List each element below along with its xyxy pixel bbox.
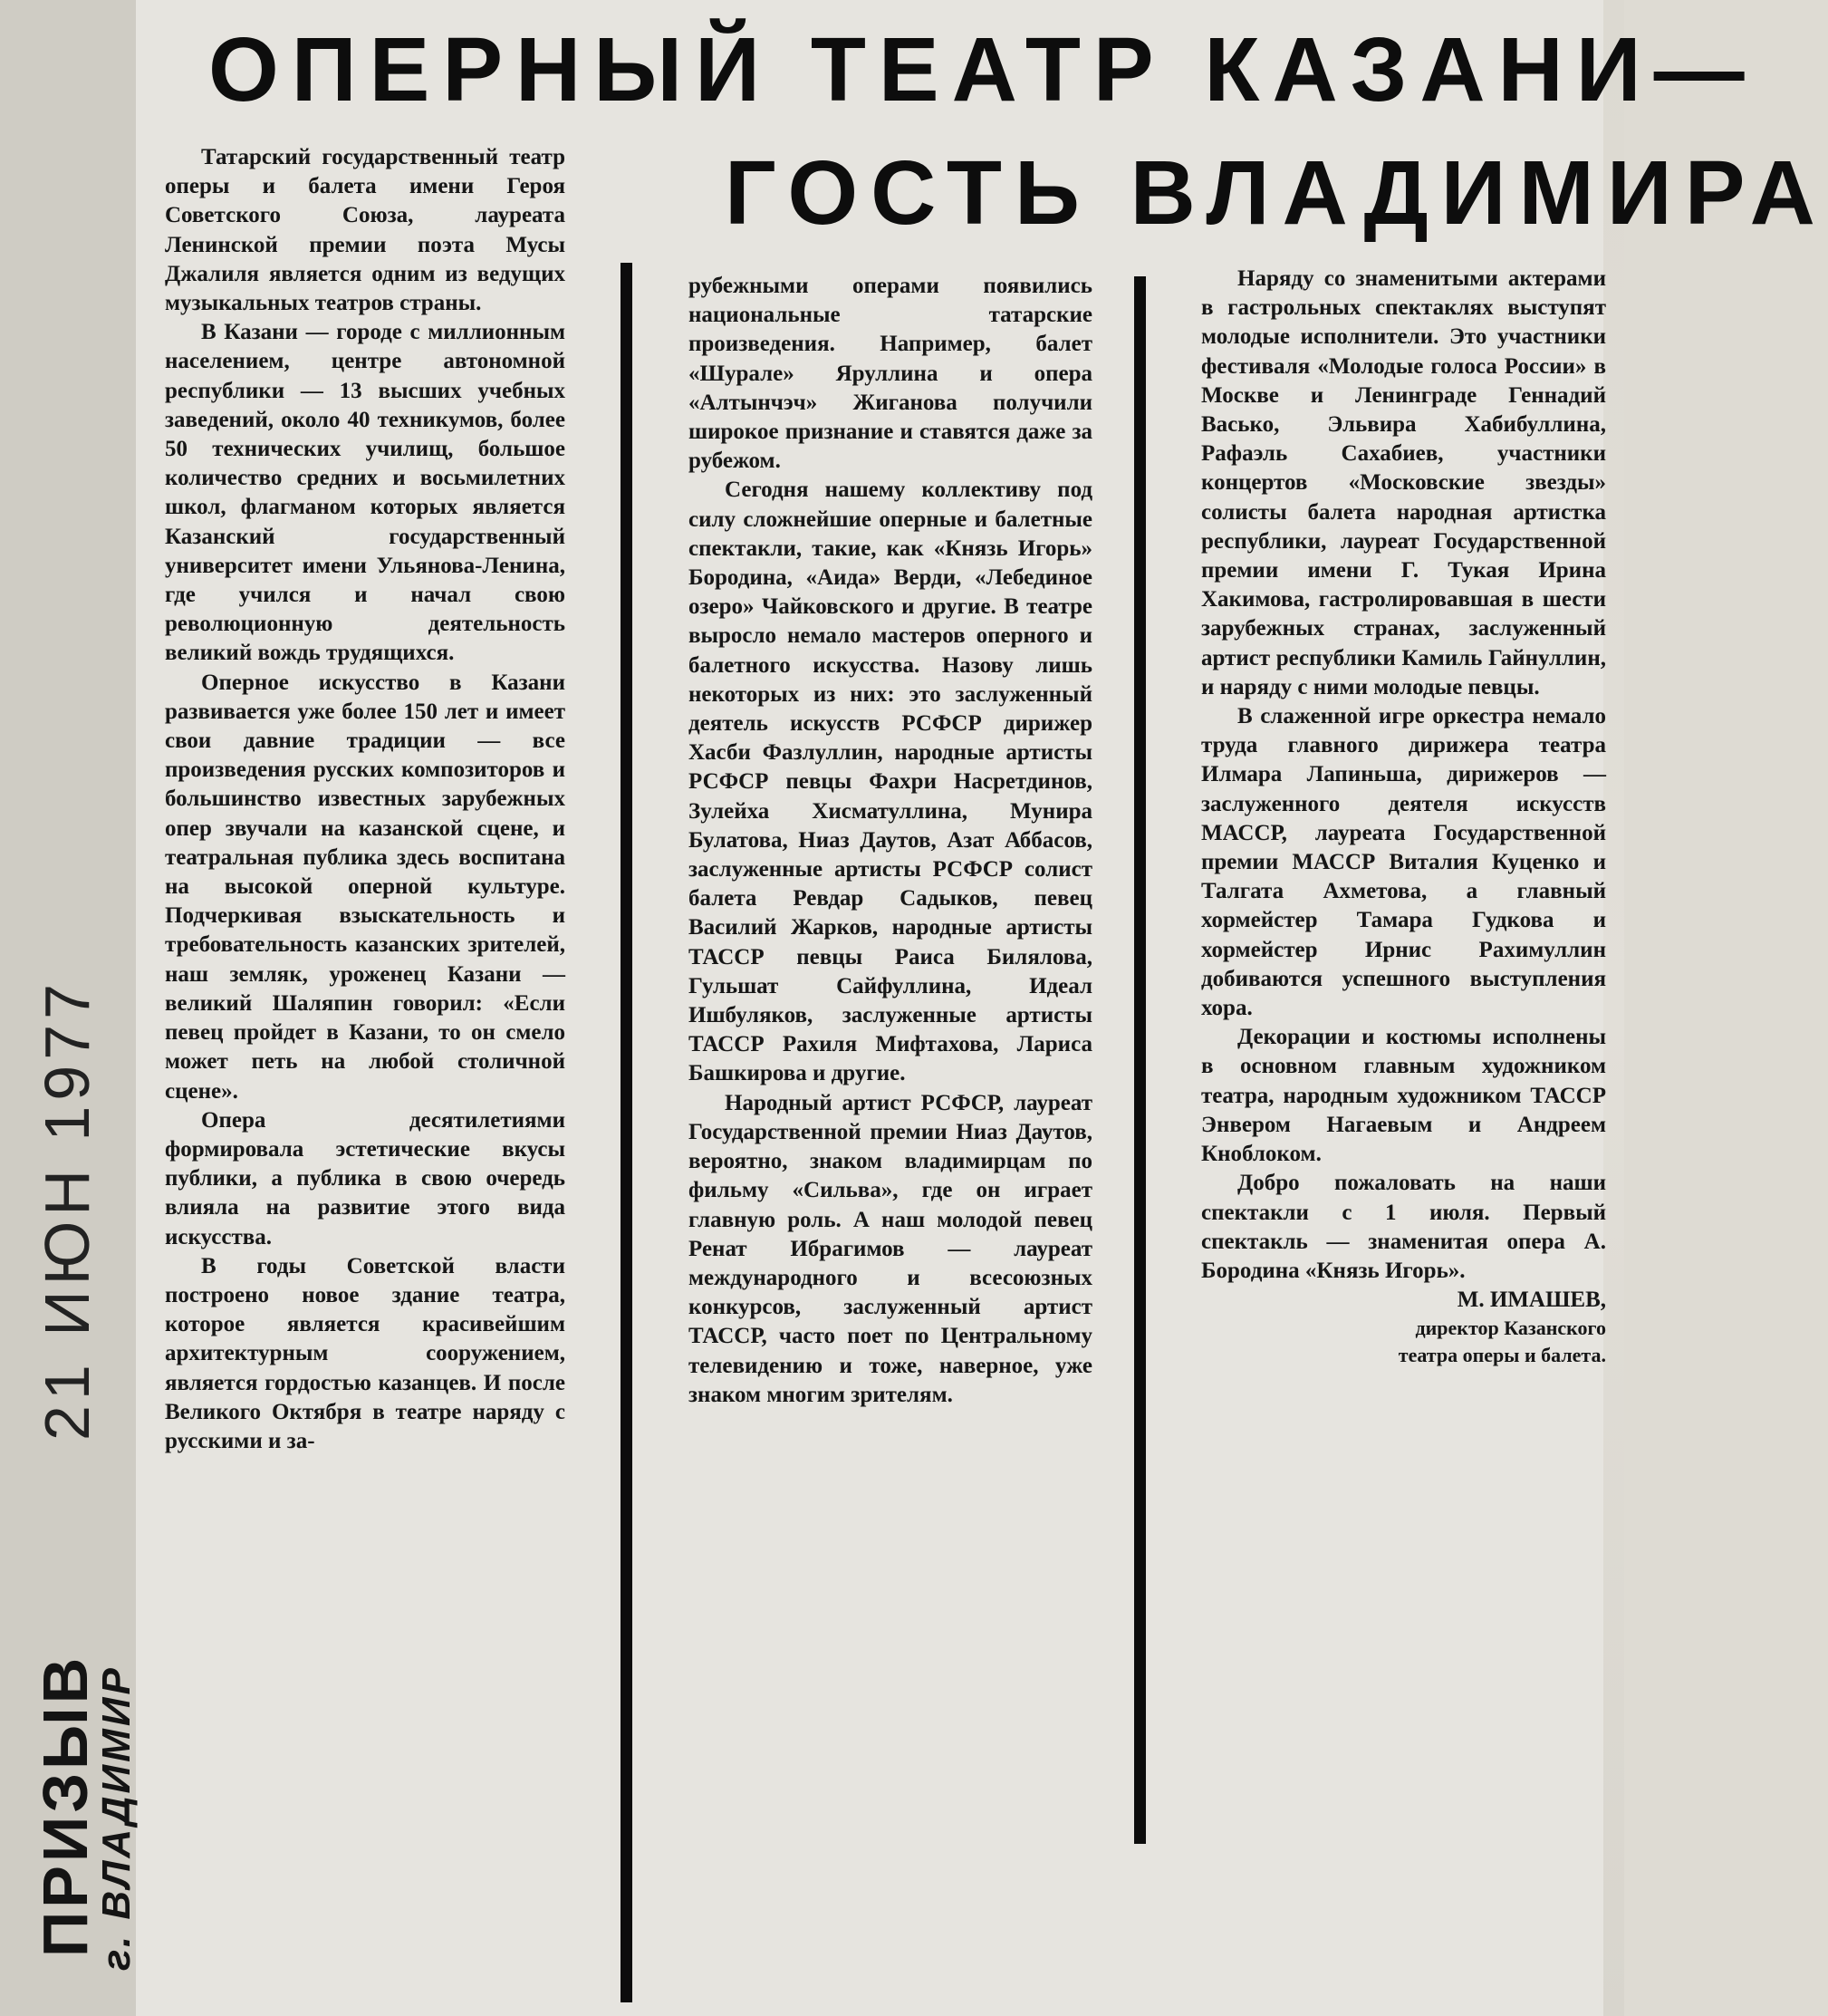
- author-role-line-1: директор Казанского: [1415, 1317, 1606, 1340]
- paragraph: Народный артист РСФСР, лауреат Государственной премии Ниаз Даутов, вероятно, знаком владимирцам по фильму «Сильва», где он играет главную роль. А наш молодой певец Ренат Ибрагимов — лауреат международного и всесоюзных конкурсов, заслуженный артист ТАССР, часто поет по Центральному телевидению и тоже, наверное, уже знаком многим зрителям.: [688, 1090, 1092, 1407]
- paragraph: В Казани — городе с миллионным населением, центре автономной республики — 13 высших учебных заведений, около 40 техникумов, более 50 технических училищ, большое количество средних и восьмилетних школ, флагманом которых является Казанский государственный университет имени Ульянова-Ленина, где учился и начал свою революционную деятельность великий вождь трудящихся.: [165, 320, 565, 666]
- paragraph: В годы Советской власти построено новое здание театра, которое является красивейшим архитектурным сооружением, является гордостью казанцев. И после Великого Октября в театре наряду с русскими и за-: [165, 1253, 565, 1453]
- article-column-3: [1201, 265, 1606, 1369]
- paragraph: Наряду со знаменитыми актерами в гастрольных спектаклях выступят молодые исполнители. Это участники фестиваля «Молодые голоса России» в Москве и Ленинграде Геннадий Васько, Эльвира Хабибуллина, Рафаэль Сахабиев, участники концертов «Московские звезды» солисты балета народная артистка республики, лауреат Государственной премии имени Г. Тукая Ирина Хакимова, гастролировавшая в шести зарубежных странах, заслуженный артист республики Камиль Гайнуллин, и наряду с ними молодые певцы.: [1201, 266, 1606, 699]
- newspaper-name-stamp: ПРИЗЫВ: [30, 1654, 101, 1957]
- paragraph: Добро пожаловать на наши спектакли с 1 июля. Первый спектакль — знаменитая опера А. Бородина «Князь Игорь».: [1201, 1171, 1606, 1283]
- headline-line-2: ГОСТЬ ВЛАДИМИРА: [725, 142, 1828, 244]
- author-signature: М. ИМАШЕВ,: [1457, 1288, 1606, 1313]
- paragraph: рубежными операми появились национальные татарские произведения. Например, балет «Шурале» Яруллина и опера «Алтынчэч» Жиганова получили широкое признание и ставятся даже за рубежом.: [688, 274, 1092, 474]
- city-stamp: г. ВЛАДИМИР: [94, 1665, 139, 1971]
- author-role-line-2: театра оперы и балета.: [1398, 1344, 1606, 1367]
- column-divider-1: [621, 263, 632, 2002]
- article-column-2: [688, 272, 1092, 1410]
- headline-line-1: ОПЕРНЫЙ ТЕАТР КАЗАНИ—: [208, 19, 1757, 121]
- column-divider-2: [1134, 276, 1146, 1844]
- date-stamp: 21 ИЮН 1977: [32, 978, 102, 1441]
- paragraph: Декорации и костюмы исполнены в основном главным художником театра, народным художником ТАССР Энвером Нагаевым и Андреем Кноблоком.: [1201, 1025, 1606, 1167]
- article-column-1: [165, 143, 565, 1456]
- paragraph: В слаженной игре оркестра немало труда главного дирижера театра Илмара Лапиньша, дирижеров — заслуженного деятеля искусств МАССР, лауреата Государственной премии МАССР Виталия Куценко и Талгата Ахметова, а главный хормейстер Тамара Гудкова и хормейстер Ирнис Рахимуллин добиваются успешного выступления хора.: [1201, 704, 1606, 1021]
- paragraph: Опера десятилетиями формировала эстетические вкусы публики, а публика в свою очередь влияла на развитие этого вида искусства.: [165, 1107, 565, 1249]
- paragraph: Оперное искусство в Казани развивается уже более 150 лет и имеет свои давние традиции — все произведения русских композиторов и большинство известных зарубежных опер звучали на казанской сцене, и театральная публика здесь воспитана на высокой оперной культуре. Подчеркивая взыскательность и требовательность казанских зрителей, наш земляк, уроженец Казани — великий Шаляпин говорил: «Если певец пройдет в Казани, то он смело может петь на любой столичной сцене».: [165, 670, 565, 1104]
- paragraph: Сегодня нашему коллективу под силу сложнейшие оперные и балетные спектакли, такие, как «Князь Игорь» Бородина, «Аида» Верди, «Лебединое озеро» Чайковского и другие. В театре выросло немало мастеров оперного и балетного искусства. Назову лишь некоторых из них: это заслуженный деятель искусств РСФСР дирижер Хасби Фазлуллин, народные артисты РСФСР певцы Фахри Насретдинов, Зулейха Хисматуллина, Мунира Булатова, Ниаз Даутов, Азат Аббасов, заслуженные артисты РСФСР солист балета Ревдар Садыков, певец Василий Жарков, народные артисты ТАССР певцы Раиса Билялова, Гульшат Сайфуллина, Идеал Ишбуляков, заслуженные артисты ТАССР Рахиля Мифтахова, Лариса Башкирова и другие.: [688, 477, 1092, 1086]
- paragraph: Татарский государственный театр оперы и балета имени Героя Советского Союза, лауреата Ленинской премии поэта Мусы Джалиля является одним из ведущих музыкальных театров страны.: [165, 145, 565, 316]
